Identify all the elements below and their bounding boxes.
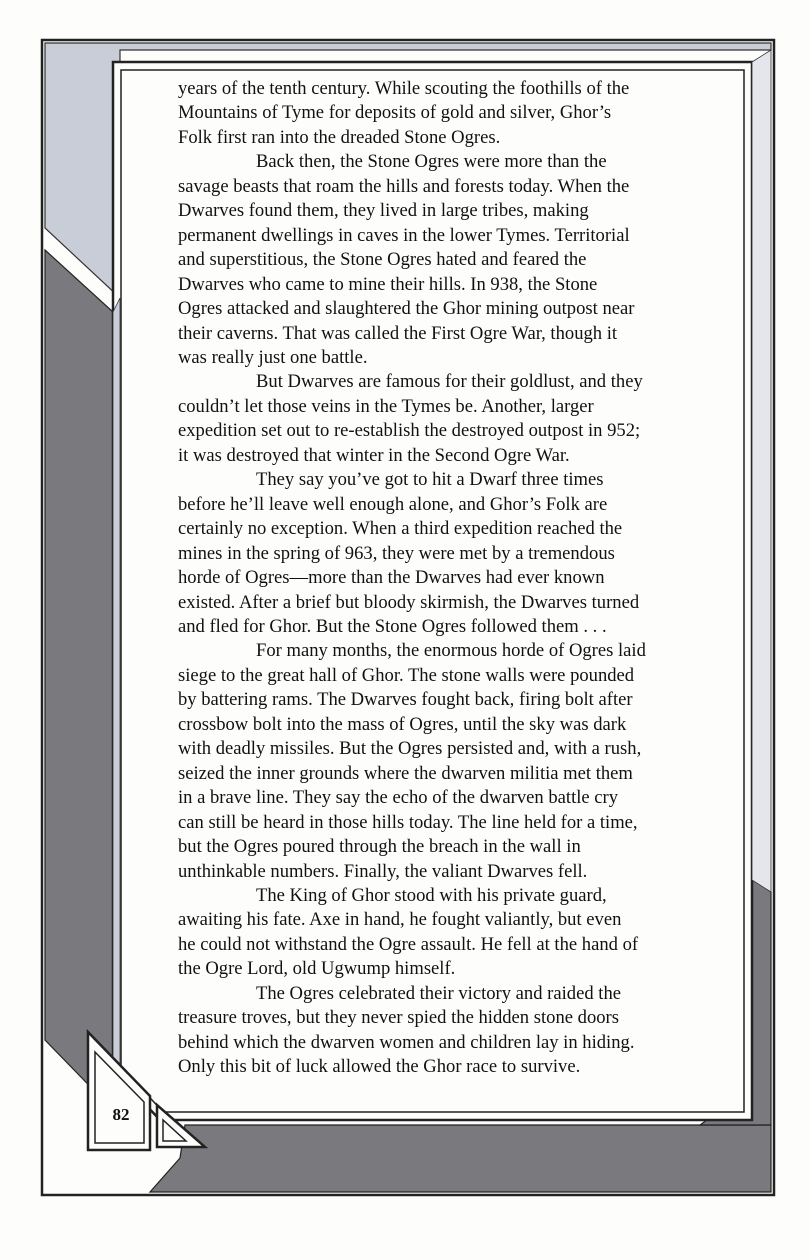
text-line: The King of Ghor stood with his private guard,	[256, 884, 607, 906]
text-line: unthinkable numbers. Finally, the valiant Dwarves fell.	[178, 860, 588, 882]
text-line: by battering rams. The Dwarves fought back, firing bolt after	[178, 689, 633, 711]
text-line: savage beasts that roam the hills and forests today. When the	[178, 175, 630, 197]
text-line: couldn’t let those veins in the Tymes be. Another, larger	[178, 395, 594, 417]
text-line: it was destroyed that winter in the Second Ogre War.	[178, 444, 570, 466]
text-line: existed. After a brief but bloody skirmish, the Dwarves turned	[178, 591, 640, 613]
text-line: Back then, the Stone Ogres were more than the	[256, 151, 607, 173]
text-line: crossbow bolt into the mass of Ogres, until the sky was dark	[178, 713, 627, 735]
text-line: awaiting his fate. Axe in hand, he fought valiantly, but even	[178, 909, 622, 931]
border-left-edge-sliver	[113, 298, 120, 1072]
text-line: years of the tenth century. While scouting the foothills of the	[178, 78, 630, 99]
text-line: mines in the spring of 963, they were met by a tremendous	[178, 542, 615, 564]
text-line: and superstitious, the Stone Ogres hated and feared the	[178, 249, 587, 271]
text-line: can still be heard in those hills today. The line held for a time,	[178, 811, 638, 833]
text-line: For many months, the enormous horde of Ogres laid	[256, 640, 646, 662]
text-line: their caverns. That was called the First Ogre War, though it	[178, 322, 618, 344]
paragraph	[178, 982, 694, 1080]
paragraph	[178, 468, 694, 639]
text-line: and fled for Ghor. But the Stone Ogres followed them . . .	[178, 615, 607, 637]
text-line: in a brave line. They say the echo of the dwarven battle cry	[178, 787, 619, 809]
text-line: Ogres attacked and slaughtered the Ghor mining outpost near	[178, 298, 635, 320]
text-line: Dwarves who came to mine their hills. In 938, the Stone	[178, 273, 598, 295]
border-dark-left-band	[45, 250, 113, 1110]
paragraph	[178, 639, 694, 884]
text-line: horde of Ogres—more than the Dwarves had ever known	[178, 567, 605, 589]
text-line: with deadly missiles. But the Ogres persisted and, with a rush,	[178, 738, 642, 760]
paragraph	[178, 884, 694, 982]
text-line: Only this bit of luck allowed the Ghor race to survive.	[178, 1056, 581, 1078]
text-line: behind which the dwarven women and children lay in hiding.	[178, 1031, 635, 1053]
text-line: he could not withstand the Ogre assault. He fell at the hand of	[178, 933, 639, 955]
text-line: They say you’ve got to hit a Dwarf three times	[256, 469, 604, 491]
body-text	[178, 77, 694, 1080]
text-line: the Ogre Lord, old Ugwump himself.	[178, 958, 456, 980]
text-line: Mountains of Tyme for deposits of gold and silver, Ghor’s	[178, 102, 612, 124]
text-line: expedition set out to re-establish the destroyed outpost in 952;	[178, 420, 641, 442]
text-line: certainly no exception. When a third expedition reached the	[178, 518, 623, 540]
text-line: Dwarves found them, they lived in large tribes, making	[178, 200, 589, 222]
text-line: but the Ogres poured through the breach in the wall in	[178, 836, 581, 858]
text-line: siege to the great hall of Ghor. The stone walls were pounded	[178, 664, 635, 686]
paragraph	[178, 370, 694, 468]
page-number: 82	[112, 1105, 130, 1124]
text-line: before he’ll leave well enough alone, and Ghor’s Folk are	[178, 493, 608, 515]
text-line: seized the inner grounds where the dwarven militia met them	[178, 762, 633, 784]
text-line: The Ogres celebrated their victory and raided the	[256, 982, 621, 1004]
text-line: Folk first ran into the dreaded Stone Ogres.	[178, 126, 501, 148]
text-line: permanent dwellings in caves in the lower Tymes. Territorial	[178, 224, 630, 246]
border-right-edge-sliver	[752, 50, 771, 892]
text-line: But Dwarves are famous for their goldlust, and they	[256, 371, 643, 393]
text-line: treasure troves, but they never spied the hidden stone doors	[178, 1007, 619, 1029]
paragraph	[178, 77, 694, 150]
text-line: was really just one battle.	[178, 346, 368, 368]
paragraph	[178, 150, 694, 370]
border-dark-bottom-band	[150, 1125, 771, 1192]
